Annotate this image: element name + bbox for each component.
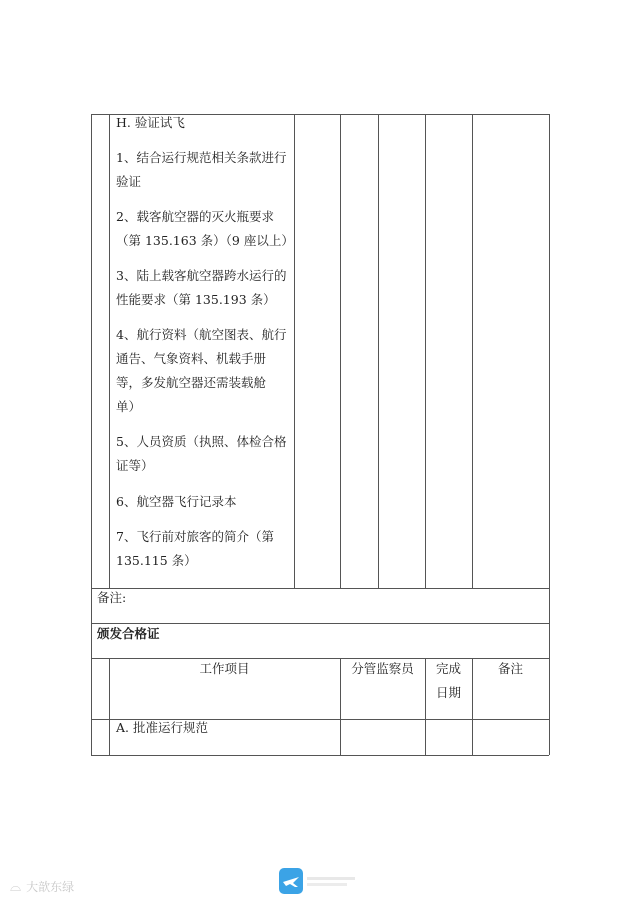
watermark-left-text: 大歆东绿: [26, 880, 75, 894]
item-1-line-2: 验证: [116, 174, 142, 189]
row-a-label: A. 批准运行规范: [116, 720, 208, 735]
watermark-left: [10, 876, 74, 895]
header-remarks: 备注: [497, 661, 523, 676]
header-inspector: 分管监察员: [351, 661, 414, 676]
header-completion-line-1: 完成: [435, 661, 461, 676]
item-4-line-4: 单）: [116, 399, 142, 414]
item-7-line-1: 7、飞行前对旅客的简介（第: [116, 529, 274, 544]
item-2-line-1: 2、载客航空器的灭火瓶要求: [116, 209, 274, 224]
item-2-line-2: （第 135.163 条）（9 座以上）: [116, 233, 294, 248]
heading-verification-flight: H. 验证试飞: [116, 115, 185, 130]
item-7-line-2: 135.115 条）: [116, 553, 197, 568]
plane-logo-icon: [279, 868, 303, 894]
item-4-line-3: 等，多发航空器还需装载舱: [116, 375, 267, 390]
item-4-line-1: 4、航行资料（航空图表、航行: [116, 327, 287, 342]
item-4-line-2: 通告、气象资料、机载手册: [116, 351, 267, 366]
item-3-line-1: 3、陆上载客航空器跨水运行的: [116, 268, 287, 283]
weibo-icon: ⌓: [10, 879, 22, 895]
item-6-line-1: 6、航空器飞行记录本: [116, 494, 237, 509]
item-5-line-1: 5、人员资质（执照、体检合格: [116, 434, 287, 449]
item-3-line-2: 性能要求（第 135.193 条）: [116, 292, 276, 307]
item-5-line-2: 证等）: [116, 458, 154, 473]
remarks-label: 备注:: [97, 590, 127, 605]
header-completion-line-2: 日期: [435, 685, 461, 700]
item-1-line-1: 1、结合运行规范相关条款进行: [116, 150, 287, 165]
section-title: 颁发合格证: [97, 626, 160, 641]
header-work-item: 工作项目: [199, 661, 250, 676]
watermark-faint-text: [307, 874, 357, 888]
